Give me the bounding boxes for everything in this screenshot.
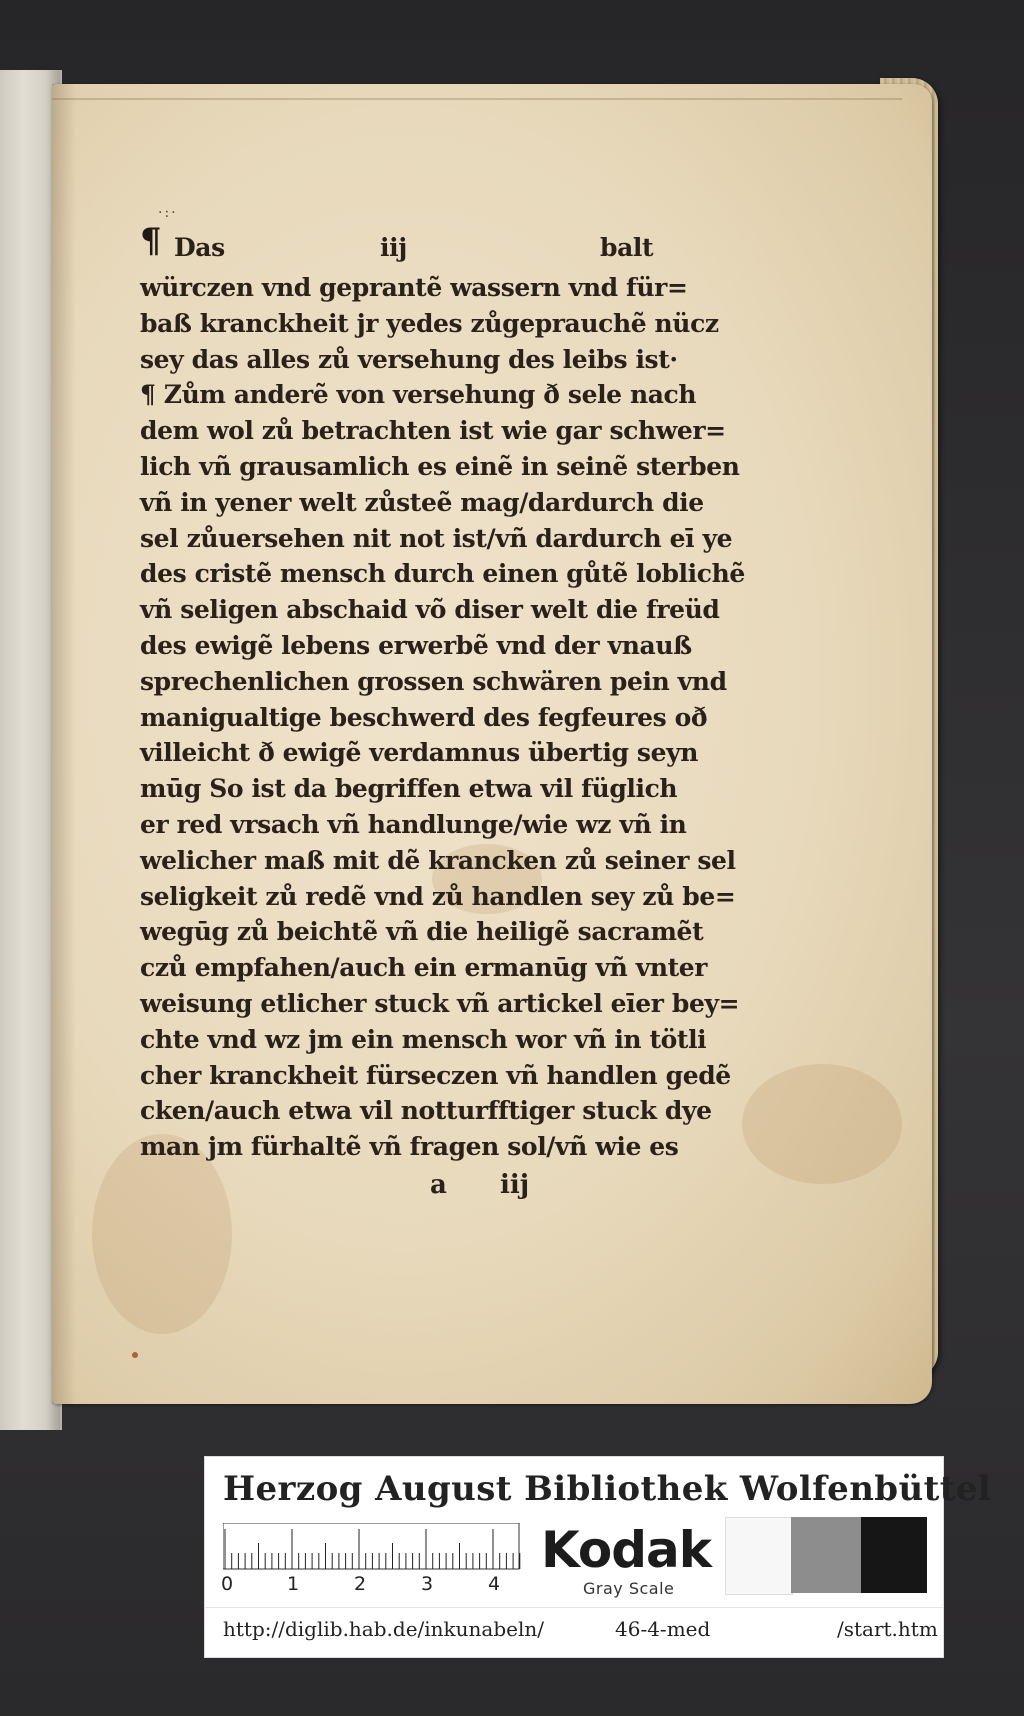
text-line: baß kranckheit jr yedes zůgeprauchẽ nücz bbox=[140, 308, 719, 338]
white-swatch bbox=[725, 1517, 793, 1595]
text-line: sel zůuersehen nit not ist/vñ dardurch eī ye bbox=[140, 523, 733, 553]
text-line: ¶ Zům anderẽ von versehung ð sele nach bbox=[140, 380, 697, 410]
text-line: welicher maß mit dẽ krancken zů seiner sel bbox=[140, 845, 736, 875]
foxing-stain bbox=[742, 1064, 902, 1184]
text-line: seligkeit zů redẽ vnd zů handlen sey zů be= bbox=[140, 881, 736, 911]
heading-word: iij bbox=[380, 233, 407, 262]
text-line: wegūg zů beichtẽ vñ die heiligẽ sacramẽt bbox=[140, 917, 704, 947]
url-prefix: http://diglib.hab.de/inkunabeln/ bbox=[223, 1617, 545, 1641]
ruler-label: 4 bbox=[488, 1573, 501, 1595]
signature-numeral: iij bbox=[500, 1170, 530, 1200]
page-fold-line bbox=[52, 98, 902, 100]
card-divider bbox=[205, 1607, 943, 1608]
text-line: vñ in yener welt zůsteẽ mag/dardurch die bbox=[140, 487, 704, 517]
printed-text-block bbox=[140, 221, 750, 1165]
text-line: lich vñ grausamlich es einẽ in seinẽ sterben bbox=[140, 451, 740, 481]
text-line: villeicht ð ewigẽ verdamnus übertig seyn bbox=[140, 738, 698, 768]
ruler-label: 0 bbox=[221, 1573, 234, 1595]
text-line: cher kranckheit fürseczen vñ handlen gedẽ bbox=[140, 1060, 731, 1090]
text-line: dem wol zů betrachten ist wie gar schwer= bbox=[140, 416, 726, 446]
text-line: czů empfahen/auch ein ermanūg vñ vnter bbox=[140, 953, 708, 983]
text-line: mūg So ist da begriffen etwa vil füglich bbox=[140, 774, 678, 804]
heading-word: Das bbox=[174, 233, 225, 262]
text-line: würczen vnd geprantẽ wassern vnd für= bbox=[140, 273, 688, 302]
faint-marginal-mark: ·:· bbox=[158, 205, 178, 221]
url-shelfmark: 46-4-med bbox=[615, 1617, 711, 1641]
ruler-label: 3 bbox=[421, 1573, 434, 1595]
text-line: chte vnd wz jm ein mensch wor vñ in tötli bbox=[140, 1024, 707, 1054]
signature-letter: a bbox=[430, 1170, 447, 1200]
text-line: des ewigẽ lebens erwerbẽ vnd der vnauß bbox=[140, 630, 692, 660]
url-suffix: /start.htm bbox=[837, 1617, 938, 1641]
kodak-logo: Kodak bbox=[541, 1521, 711, 1579]
url-row bbox=[223, 1617, 938, 1645]
heading-word: balt bbox=[600, 233, 654, 262]
text-line: er red vrsach vñ handlunge/wie wz vñ in bbox=[140, 809, 687, 839]
pilcrow-mark: ¶ bbox=[140, 221, 162, 261]
text-line: manigualtige beschwerd des fegfeures oð bbox=[140, 702, 708, 732]
gray-swatch bbox=[791, 1517, 861, 1593]
text-line: cken/auch etwa vil notturfftiger stuck dye bbox=[140, 1096, 712, 1126]
ruler-label: 1 bbox=[287, 1573, 300, 1595]
text-line: weisung etlicher stuck vñ artickel eīer bey= bbox=[140, 988, 740, 1018]
library-name: Herzog August Bibliothek Wolfenbüttel bbox=[223, 1469, 992, 1509]
heading-line bbox=[140, 221, 750, 270]
text-line: sey das alles zů versehung des leibs ist· bbox=[140, 344, 678, 374]
gray-scale-label: Gray Scale bbox=[583, 1579, 675, 1598]
library-color-card bbox=[204, 1456, 992, 1658]
black-swatch bbox=[861, 1517, 927, 1593]
text-line: man jm fürhaltẽ vñ fragen sol/vñ wie es bbox=[140, 1132, 679, 1162]
ruler-label: 2 bbox=[354, 1573, 367, 1595]
ink-spot bbox=[132, 1352, 138, 1358]
text-line: des cristẽ mensch durch einen gůtẽ loblichẽ bbox=[140, 559, 745, 589]
ruler-labels bbox=[223, 1573, 523, 1599]
text-line: vñ seligen abschaid võ diser welt die freüd bbox=[140, 595, 720, 625]
page-gutter bbox=[52, 84, 76, 1404]
text-line: sprechenlichen grossen schwären pein vnd bbox=[140, 666, 727, 696]
